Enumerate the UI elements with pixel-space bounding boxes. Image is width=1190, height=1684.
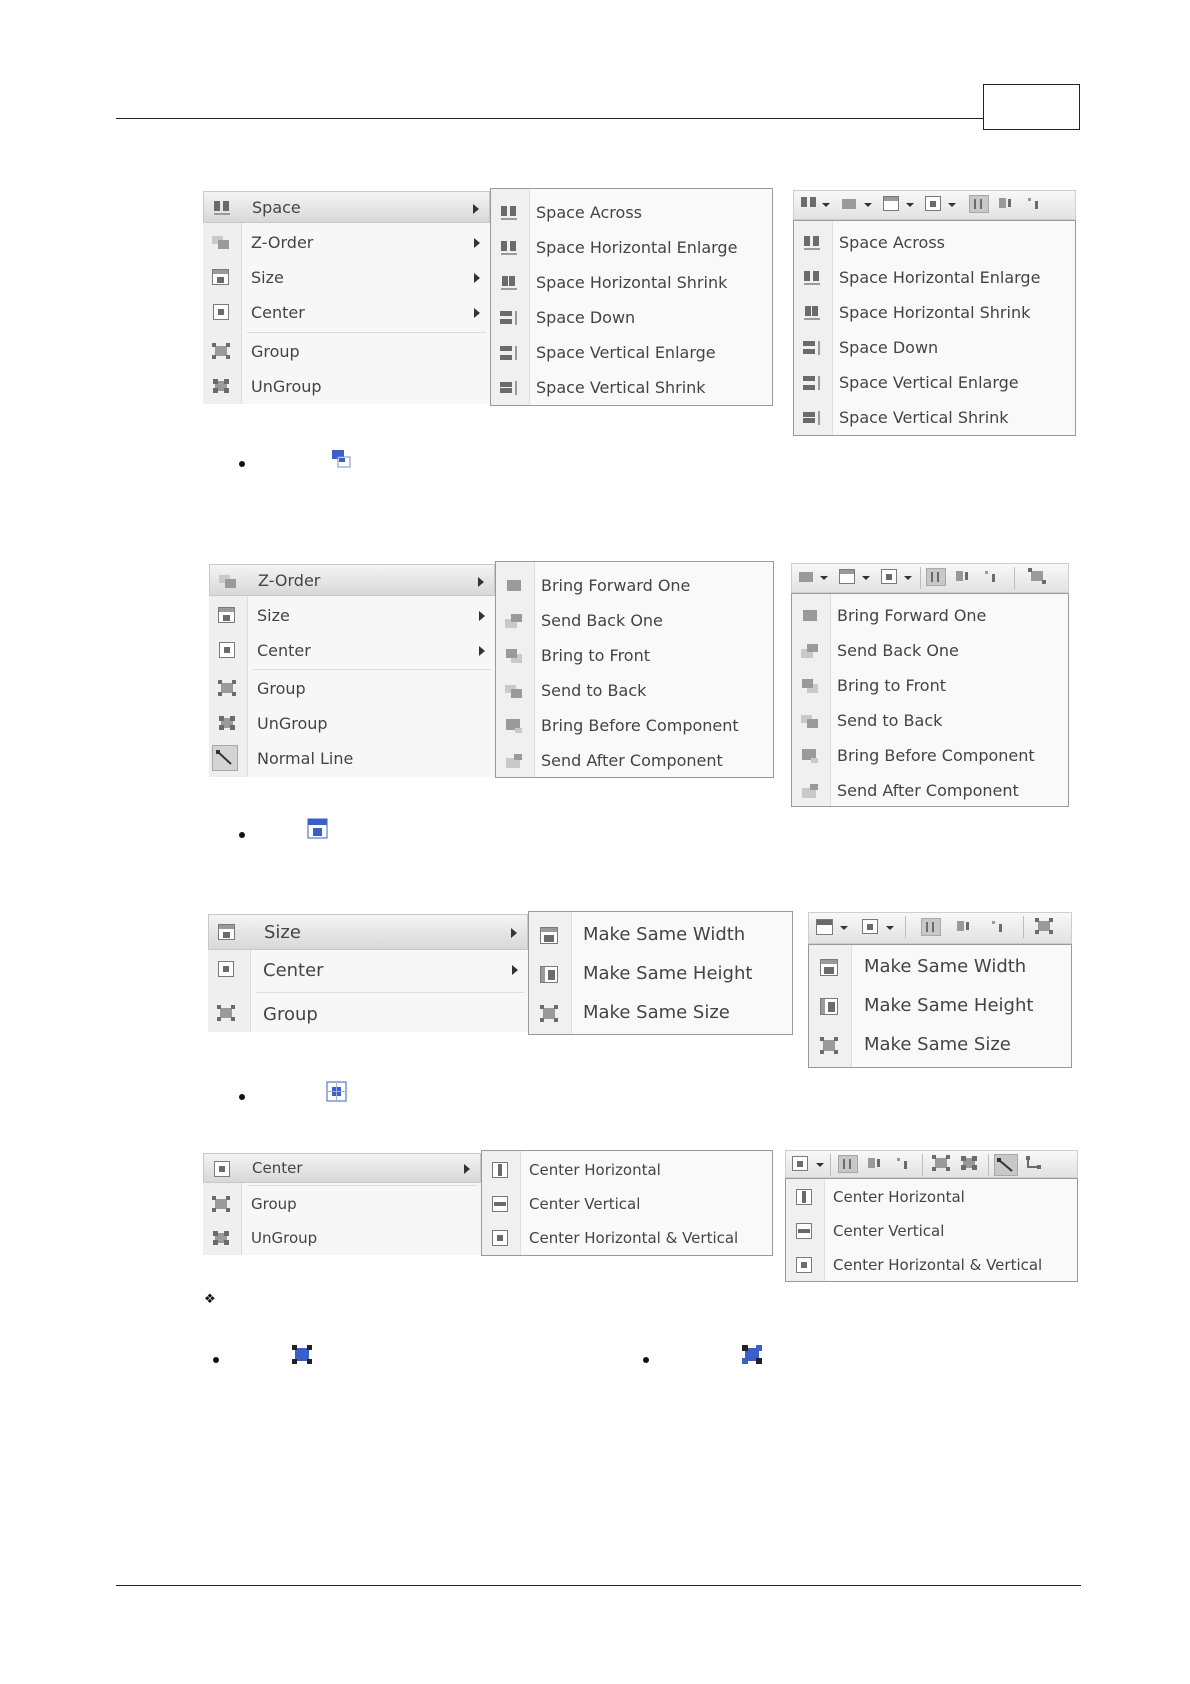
center-icon	[218, 642, 236, 658]
bullet	[239, 1094, 245, 1100]
dropdown-z-order	[791, 593, 1069, 807]
space-horizontal-shrink-icon	[803, 305, 821, 321]
select-component-toolbar-button[interactable]	[997, 195, 1017, 213]
center-horizontal-icon	[491, 1162, 509, 1178]
center-horizontal-vertical-icon	[795, 1257, 813, 1273]
size-toolbar-button[interactable]	[838, 568, 858, 586]
submenu-item[interactable]: Space Across	[491, 197, 772, 229]
send-to-back-icon	[505, 683, 523, 699]
normal-line-toolbar-button[interactable]	[994, 1154, 1018, 1176]
select-component-toolbar-button[interactable]	[954, 568, 974, 586]
submenu-item[interactable]: Center Horizontal	[482, 1154, 772, 1186]
submenu-item[interactable]: Make Same Height	[529, 957, 792, 993]
group-icon	[290, 1343, 314, 1367]
center-icon	[213, 1161, 231, 1177]
group-toolbar-button[interactable]	[1035, 918, 1055, 936]
submenu-space	[490, 188, 773, 406]
menu-item-space[interactable]: Space	[203, 191, 490, 223]
center-toolbar-button[interactable]	[791, 1155, 811, 1173]
menu-item-center[interactable]: Center	[203, 1153, 481, 1183]
menu-item-group[interactable]: Group	[209, 672, 495, 704]
submenu-item[interactable]: Center Horizontal & Vertical	[482, 1222, 772, 1254]
make-same-height-icon	[540, 966, 558, 982]
send-to-back-icon	[801, 713, 819, 729]
menu-item-center[interactable]: Center	[208, 952, 528, 988]
bullet	[239, 832, 245, 838]
space-across-icon	[213, 200, 231, 216]
menu-item-size[interactable]: Size	[208, 914, 528, 950]
submenu-item[interactable]: Bring Before Component	[496, 710, 773, 742]
submenu-z-order	[495, 561, 774, 778]
menu-item-ungroup[interactable]: UnGroup	[203, 1223, 481, 1253]
bullet	[213, 1357, 219, 1363]
select-point-toolbar-button[interactable]	[989, 918, 1009, 936]
bring-to-front-icon	[801, 678, 819, 694]
group-icon	[212, 1196, 230, 1212]
submenu-item[interactable]: Send to Back	[496, 675, 773, 707]
make-same-width-icon	[820, 959, 838, 975]
space-toolbar-button[interactable]	[799, 195, 819, 213]
ungroup-icon	[740, 1343, 764, 1367]
select-toolbar-button[interactable]	[921, 918, 941, 936]
z-order-icon	[330, 448, 352, 470]
bring-before-component-icon	[801, 748, 819, 764]
diamond-bullet-icon: ❖	[204, 1292, 216, 1307]
select-component-toolbar-button[interactable]	[955, 918, 975, 936]
group-toolbar-button[interactable]	[932, 1155, 952, 1173]
dropdown-item[interactable]: Bring Before Component	[792, 740, 1068, 772]
send-after-component-icon	[505, 753, 523, 769]
submenu-center	[481, 1150, 773, 1256]
menu-item-group[interactable]: Group	[208, 996, 528, 1032]
center-horizontal-icon	[795, 1189, 813, 1205]
group-icon	[212, 343, 230, 359]
center-toolbar-button[interactable]	[880, 568, 900, 586]
select-toolbar-button[interactable]	[838, 1155, 858, 1173]
menu-item-ungroup[interactable]: UnGroup	[209, 707, 495, 739]
submenu-item[interactable]: Bring Forward One	[496, 570, 773, 602]
center-vertical-icon	[795, 1223, 813, 1239]
size-icon	[212, 269, 230, 285]
dropdown-item[interactable]: Center Vertical	[786, 1215, 1077, 1247]
size-icon	[307, 818, 329, 840]
center-horizontal-vertical-icon	[491, 1230, 509, 1246]
submenu-item[interactable]: Space Vertical Enlarge	[491, 337, 772, 369]
select-point-toolbar-button[interactable]	[1025, 195, 1045, 213]
bring-forward-one-icon	[505, 578, 523, 594]
submenu-size	[528, 911, 793, 1035]
connector-line-toolbar-button[interactable]	[1024, 1155, 1044, 1173]
menu-item-z-order[interactable]: Z-Order	[203, 226, 490, 258]
bullet	[239, 461, 245, 467]
toolbar-z-order	[791, 563, 1069, 593]
page-number-box	[983, 84, 1080, 130]
select-component-toolbar-button[interactable]	[866, 1155, 886, 1173]
center-icon	[217, 961, 235, 977]
context-menu-center	[203, 1153, 481, 1255]
dropdown-item[interactable]: Send After Component	[792, 775, 1068, 807]
bullet	[643, 1357, 649, 1363]
context-menu-space	[203, 191, 490, 404]
make-same-size-icon	[540, 1005, 558, 1021]
space-vertical-enlarge-icon	[500, 345, 518, 361]
footer-rule	[116, 1585, 1081, 1586]
dropdown-item[interactable]: Space Horizontal Enlarge	[794, 262, 1075, 294]
select-point-toolbar-button[interactable]	[982, 568, 1002, 586]
dropdown-item[interactable]: Bring Forward One	[792, 600, 1068, 632]
dropdown-item[interactable]: Center Horizontal	[786, 1181, 1077, 1213]
select-toolbar-button[interactable]	[926, 568, 946, 586]
bring-to-front-icon	[505, 648, 523, 664]
space-across-icon	[500, 205, 518, 221]
size-icon	[218, 607, 236, 623]
space-across-icon	[803, 235, 821, 251]
space-vertical-shrink-icon	[500, 380, 518, 396]
center-vertical-icon	[491, 1196, 509, 1212]
menu-item-group[interactable]: Group	[203, 335, 490, 367]
dropdown-item[interactable]: Space Vertical Shrink	[794, 402, 1075, 434]
make-same-size-icon	[820, 1037, 838, 1053]
select-point-toolbar-button[interactable]	[894, 1155, 914, 1173]
make-same-width-icon	[540, 927, 558, 943]
submenu-item[interactable]: Space Horizontal Enlarge	[491, 232, 772, 264]
menu-item-ungroup[interactable]: UnGroup	[203, 370, 490, 402]
group-icon	[217, 1005, 235, 1021]
menu-item-normal-line[interactable]: Normal Line	[209, 742, 495, 774]
bring-forward-one-icon	[801, 608, 819, 624]
dropdown-item[interactable]: Make Same Width	[809, 950, 1071, 986]
context-menu-z-order	[209, 564, 495, 777]
z-order-icon	[212, 234, 230, 250]
toolbar-size	[808, 912, 1072, 944]
group-icon	[218, 680, 236, 696]
group-toolbar-button[interactable]	[1028, 568, 1048, 586]
submenu-item[interactable]: Make Same Size	[529, 996, 792, 1032]
submenu-item[interactable]: Space Vertical Shrink	[491, 372, 772, 404]
dropdown-item[interactable]: Space Horizontal Shrink	[794, 297, 1075, 329]
ungroup-icon	[212, 1230, 230, 1246]
dropdown-item[interactable]: Space Down	[794, 332, 1075, 364]
ungroup-toolbar-button[interactable]	[960, 1155, 980, 1173]
send-back-one-icon	[801, 643, 819, 659]
submenu-item[interactable]: Space Horizontal Shrink	[491, 267, 772, 299]
header-rule	[116, 118, 983, 119]
submenu-item[interactable]: Bring to Front	[496, 640, 773, 672]
z-order-toolbar-button[interactable]	[840, 195, 860, 213]
menu-item-center[interactable]: Center	[209, 634, 495, 666]
toolbar-center	[785, 1150, 1078, 1178]
size-toolbar-button[interactable]	[882, 195, 902, 213]
menu-item-size[interactable]: Size	[209, 599, 495, 631]
dropdown-item[interactable]: Space Vertical Enlarge	[794, 367, 1075, 399]
submenu-item[interactable]: Send After Component	[496, 745, 773, 777]
space-down-icon	[500, 310, 518, 326]
space-vertical-shrink-icon	[803, 410, 821, 426]
space-horizontal-enlarge-icon	[803, 270, 821, 286]
center-toolbar-button[interactable]	[861, 918, 881, 936]
center-icon	[326, 1081, 348, 1103]
submenu-item[interactable]: Make Same Width	[529, 918, 792, 954]
space-horizontal-shrink-icon	[500, 275, 518, 291]
dropdown-size	[808, 944, 1072, 1068]
ungroup-icon	[218, 715, 236, 731]
dropdown-item[interactable]: Make Same Size	[809, 1028, 1071, 1064]
center-toolbar-button[interactable]	[924, 195, 944, 213]
dropdown-item[interactable]: Make Same Height	[809, 989, 1071, 1025]
make-same-height-icon	[820, 998, 838, 1014]
space-vertical-enlarge-icon	[803, 375, 821, 391]
dropdown-space	[793, 220, 1076, 436]
dropdown-item[interactable]: Bring to Front	[792, 670, 1068, 702]
submenu-item[interactable]: Center Vertical	[482, 1188, 772, 1220]
ungroup-icon	[212, 378, 230, 394]
submenu-item[interactable]: Send Back One	[496, 605, 773, 637]
menu-item-group[interactable]: Group	[203, 1189, 481, 1219]
dropdown-center	[785, 1178, 1078, 1282]
dropdown-item[interactable]: Center Horizontal & Vertical	[786, 1249, 1077, 1281]
dropdown-item[interactable]: Space Across	[794, 227, 1075, 259]
send-after-component-icon	[801, 783, 819, 799]
normal-line-icon	[212, 745, 238, 771]
select-toolbar-button[interactable]	[969, 195, 989, 213]
submenu-item[interactable]: Space Down	[491, 302, 772, 334]
size-toolbar-button[interactable]	[815, 918, 835, 936]
menu-item-size[interactable]: Size	[203, 261, 490, 293]
space-horizontal-enlarge-icon	[500, 240, 518, 256]
context-menu-size	[208, 914, 528, 1032]
center-icon	[212, 304, 230, 320]
dropdown-item[interactable]: Send to Back	[792, 705, 1068, 737]
toolbar-space	[793, 190, 1076, 220]
dropdown-item[interactable]: Send Back One	[792, 635, 1068, 667]
z-order-toolbar-button[interactable]	[797, 568, 817, 586]
menu-item-center[interactable]: Center	[203, 296, 490, 328]
z-order-icon	[219, 573, 237, 589]
space-down-icon	[803, 340, 821, 356]
send-back-one-icon	[505, 613, 523, 629]
size-icon	[218, 924, 236, 940]
menu-item-z-order[interactable]: Z-Order	[209, 564, 495, 596]
bring-before-component-icon	[505, 718, 523, 734]
